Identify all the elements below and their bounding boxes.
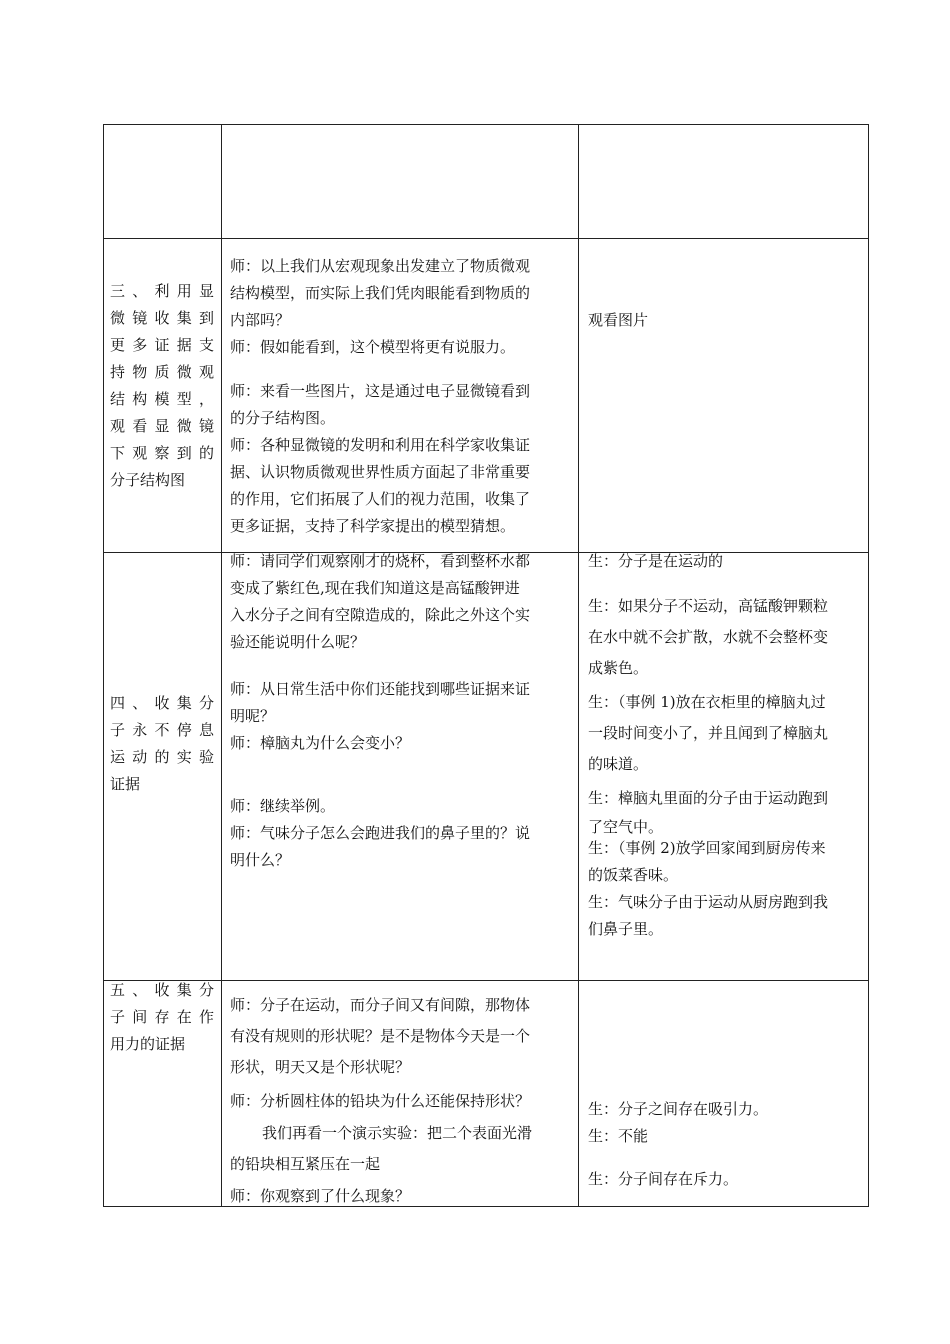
- teacher-line: 师：从日常生活中你们还能找到哪些证据来证: [230, 680, 531, 698]
- stage-line: 证据: [110, 775, 141, 793]
- student-line: 成紫色。: [588, 659, 649, 677]
- student-line: 观看图片: [588, 311, 649, 329]
- teacher-line: 师：分析圆柱体的铅块为什么还能保持形状？: [230, 1092, 531, 1110]
- student-line: 生：（事例 2)放学回家闻到厨房传来: [588, 839, 826, 857]
- row-divider-3: [103, 980, 869, 981]
- teacher-line: 变成了紫红色,现在我们知道这是高锰酸钾进: [230, 579, 520, 597]
- teacher-line: 师：请同学们观察刚才的烧杯，看到整杯水都: [230, 552, 531, 570]
- table-border-bottom: [103, 1206, 869, 1207]
- student-line: 生：分子间存在斥力。: [588, 1170, 739, 1188]
- table-border-right: [868, 124, 869, 1207]
- teacher-line: 师：继续举例。: [230, 797, 336, 815]
- student-line: 一段时间变小了，并且闻到了樟脑丸: [588, 724, 829, 742]
- teacher-line: 内部吗？: [230, 311, 291, 329]
- student-line: 在水中就不会扩散，水就不会整杯变: [588, 628, 829, 646]
- stage-line: 子间存在作: [110, 1008, 214, 1026]
- student-line: 生：分子之间存在吸引力。: [588, 1100, 769, 1118]
- student-line: 了空气中。: [588, 818, 664, 836]
- stage-line: 观看显微镜: [110, 417, 214, 435]
- teacher-line: 结构模型，而实际上我们凭肉眼能看到物质的: [230, 284, 531, 302]
- teacher-line: 有没有规则的形状呢？是不是物体今天是一个: [230, 1027, 531, 1045]
- student-line: 生：如果分子不运动，高锰酸钾颗粒: [588, 597, 829, 615]
- stage-cell: [110, 690, 214, 798]
- row-divider-1: [103, 238, 869, 239]
- stage-line: 持物质微观: [110, 363, 214, 381]
- teacher-line: 师：气味分子怎么会跑进我们的鼻子里的？说: [230, 824, 531, 842]
- student-line: 的味道。: [588, 755, 649, 773]
- stage-line: 子永不停息: [110, 721, 214, 739]
- student-line: 生：樟脑丸里面的分子由于运动跑到: [588, 789, 829, 807]
- stage-line: 五、收集分: [110, 981, 214, 999]
- student-line: 生：（事例 1)放在衣柜里的樟脑丸过: [588, 693, 826, 711]
- stage-cell: [110, 977, 214, 1058]
- teacher-line: 入水分子之间有空隙造成的，除此之外这个实: [230, 606, 531, 624]
- teacher-line: 验还能说明什么呢？: [230, 633, 366, 651]
- teacher-line: 师：樟脑丸为什么会变小？: [230, 734, 411, 752]
- stage-line: 微镜收集到: [110, 309, 214, 327]
- teacher-line: 更多证据，支持了科学家提出的模型猜想。: [230, 517, 516, 535]
- teacher-line: 明呢？: [230, 707, 276, 725]
- teacher-line: 师：你观察到了什么现象？: [230, 1187, 411, 1205]
- col-divider-2: [578, 124, 579, 1207]
- table-border-top: [103, 124, 869, 125]
- stage-cell: [110, 278, 214, 494]
- stage-line: 运动的实验: [110, 748, 214, 766]
- stage-line: 分子结构图: [110, 471, 186, 489]
- stage-line: 结构模型，: [110, 390, 214, 408]
- table-border-left: [103, 124, 104, 1207]
- student-line: 生：不能: [588, 1127, 649, 1145]
- teacher-line: 明什么？: [230, 851, 291, 869]
- student-line: 生：分子是在运动的: [588, 552, 724, 570]
- student-line: 们鼻子里。: [588, 920, 664, 938]
- teacher-line: 形状，明天又是个形状呢？: [230, 1058, 411, 1076]
- stage-line: 三、利用显: [110, 282, 214, 300]
- teacher-line: 师：分子在运动，而分子间又有间隙，那物体: [230, 996, 531, 1014]
- teacher-line: 据、认识物质微观世界性质方面起了非常重要: [230, 463, 531, 481]
- teacher-line: 的作用，它们拓展了人们的视力范围，收集了: [230, 490, 531, 508]
- student-line: 生：气味分子由于运动从厨房跑到我: [588, 893, 829, 911]
- teacher-line: 师：来看一些图片，这是通过电子显微镜看到: [230, 382, 531, 400]
- teacher-line: 师：假如能看到，这个模型将更有说服力。: [230, 338, 516, 356]
- stage-line: 下观察到的: [110, 444, 214, 462]
- teacher-line: 师：以上我们从宏观现象出发建立了物质微观: [230, 257, 531, 275]
- stage-line: 四、收集分: [110, 694, 214, 712]
- teacher-line: 我们再看一个演示实验：把二个表面光滑: [262, 1124, 533, 1142]
- teacher-line: 的分子结构图。: [230, 409, 336, 427]
- stage-line: 更多证据支: [110, 336, 214, 354]
- stage-line: 用力的证据: [110, 1035, 186, 1053]
- student-line: 的饭菜香味。: [588, 866, 679, 884]
- col-divider-1: [221, 124, 222, 1207]
- teacher-line: 师：各种显微镜的发明和利用在科学家收集证: [230, 436, 531, 454]
- teacher-line: 的铅块相互紧压在一起: [230, 1155, 381, 1173]
